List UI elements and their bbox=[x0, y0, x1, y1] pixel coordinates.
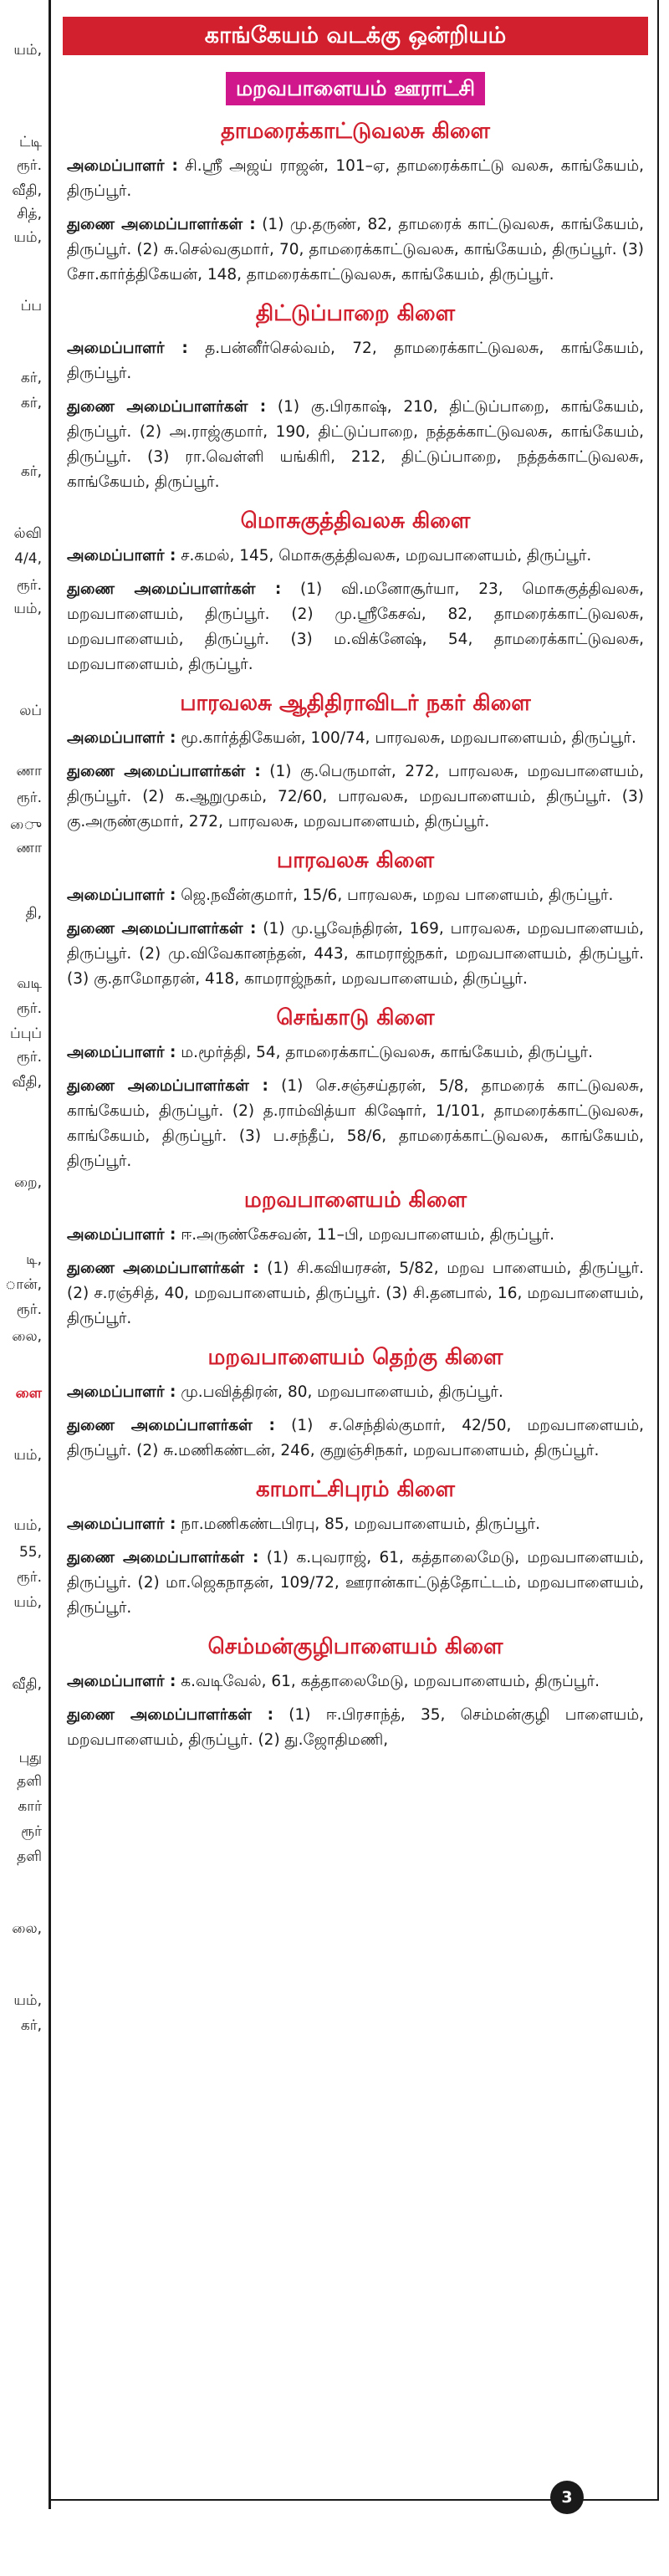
assistant-organizers-label: துணை அமைப்பாளர்கள் : bbox=[67, 1417, 275, 1434]
organizer-paragraph bbox=[67, 1040, 644, 1066]
branch-title: பாரவலசு கிளை bbox=[276, 848, 435, 873]
organizer-label: அமைப்பாளர் : bbox=[67, 157, 178, 175]
left-column-fragment: ப்ப bbox=[20, 298, 42, 314]
organizer-label: அமைப்பாளர் : bbox=[67, 1383, 176, 1401]
branch-title: பாரவலசு ஆதிதிராவிடர் நகர் கிளை bbox=[180, 691, 531, 716]
organizer-paragraph bbox=[67, 336, 644, 386]
left-column-fragment: ுை bbox=[10, 816, 42, 833]
assistant-organizers-label: துணை அமைப்பாளர்கள் : bbox=[67, 1706, 274, 1724]
organizer-paragraph bbox=[67, 1512, 644, 1537]
left-column-fragment: ணா bbox=[16, 763, 42, 779]
left-column-fragment: ப்புப் bbox=[10, 1025, 42, 1042]
branch-block bbox=[67, 299, 644, 495]
left-column-fragment: தளி bbox=[17, 1773, 42, 1790]
organizer-text: ஜெ.நவீன்குமார், 15/6, பாரவலசு, மறவ பாளையம், திருப்பூர். bbox=[176, 887, 614, 904]
left-column-fragment: கர், bbox=[20, 2017, 42, 2034]
assistant-organizers-label: துணை அமைப்பாளர்கள் : bbox=[67, 1260, 259, 1277]
assistant-organizers-label: துணை அமைப்பாளர்கள் : bbox=[67, 580, 282, 598]
branch-title: செங்காடு கிளை bbox=[276, 1005, 435, 1030]
left-column-fragment: யம், bbox=[13, 1517, 42, 1534]
left-column-fragment: யம், bbox=[13, 1447, 42, 1464]
left-column-fragment: சித், bbox=[17, 206, 42, 222]
assistant-organizers-label: துணை அமைப்பாளர்கள் : bbox=[67, 216, 256, 233]
branch-block bbox=[67, 846, 644, 992]
assistant-organizers-text: (1) கு.பெருமாள், 272, பாரவலசு, மறவபாளையம், திருப்பூர். (2) க.ஆறுமுகம், 72/60, பாரவலசு, மறவபாளையம், திருப்பூர். (3) கு.அருண்குமார், 272, பாரவலசு, மறவபாளையம், திருப்பூர். bbox=[67, 763, 644, 831]
branch-title: செம்மன்குழிபாளையம் கிளை bbox=[207, 1634, 503, 1659]
left-column-fragment: ட்டி bbox=[18, 134, 42, 151]
left-column-fragment: வீதி, bbox=[12, 1074, 42, 1091]
left-column-fragment: யம், bbox=[13, 1992, 42, 2009]
organizer-label: அமைப்பாளர் : bbox=[67, 547, 176, 565]
left-column-fragment: ரூர். bbox=[16, 1049, 42, 1066]
left-column-fragment: ரூர் bbox=[21, 1823, 42, 1840]
left-column-fragment: ளை bbox=[15, 1385, 42, 1402]
assistant-organizers-text: (1) செ.சஞ்சய்தரன், 5/8, தாமரைக் காட்டுவலசு, காங்கேயம், திருப்பூர். (2) த.ராம்வித்யா கிஷோர், 1/101, தாமரைக்காட்டுவலசு, காங்கேயம், திருப்பூர். (3) ப.சந்தீப், 58/6, தாமரைக்காட்டுவலசு, காங்கேயம், திருப்பூர். bbox=[67, 1077, 644, 1170]
organizer-paragraph bbox=[67, 1669, 644, 1694]
assistant-organizers-text: (1) வி.மனோசூர்யா, 23, மொசுகுத்திவலசு, மறவபாளையம், திருப்பூர். (2) மு.ஸ்ரீகேசவ், 82, தாமரைக்காட்டுவலசு, மறவபாளையம், திருப்பூர். (3) ம.விக்னேஷ், 54, தாமரைக்காட்டுவலசு, மறவபாளையம், திருப்பூர். bbox=[67, 580, 644, 673]
left-column-fragment: கர், bbox=[20, 463, 42, 480]
left-column-fragment: ரூர். bbox=[16, 790, 42, 806]
left-column-fragment: ரூர். bbox=[16, 157, 42, 174]
organizer-label: அமைப்பாளர் : bbox=[67, 1515, 176, 1533]
assistant-organizers-text: (1) ஈ.பிரசாந்த், 35, செம்மன்குழி பாளையம், மறவபாளையம், திருப்பூர். (2) து.ஜோதிமணி, bbox=[67, 1706, 644, 1749]
branch-title: தாமரைக்காட்டுவலசு கிளை bbox=[220, 119, 491, 144]
assistant-organizers-label: துணை அமைப்பாளர்கள் : bbox=[67, 920, 257, 938]
assistant-organizers-paragraph bbox=[67, 395, 644, 495]
organizer-paragraph bbox=[67, 1223, 644, 1248]
branch-title: மறவபாளையம் தெற்கு கிளை bbox=[207, 1345, 503, 1370]
left-column-fragment: றை, bbox=[13, 1174, 42, 1191]
branch-title: மொசுகுத்திவலசு கிளை bbox=[240, 509, 471, 534]
union-banner: காங்கேயம் வடக்கு ஒன்றியம் bbox=[63, 17, 648, 55]
assistant-organizers-paragraph bbox=[67, 1256, 644, 1331]
left-column-fragment: கார் bbox=[18, 1798, 42, 1815]
organizer-text: க.வடிவேல், 61, கத்தாலைமேடு, மறவபாளையம், திருப்பூர். bbox=[176, 1673, 600, 1690]
branch-title: திட்டுப்பாறை கிளை bbox=[255, 301, 456, 326]
organizer-paragraph bbox=[67, 544, 644, 569]
left-column-fragment: வீதி, bbox=[12, 1676, 42, 1693]
branch-block bbox=[67, 117, 644, 288]
left-column-fragment: ான், bbox=[5, 1276, 42, 1293]
column-divider bbox=[49, 0, 51, 2509]
branch-block bbox=[67, 1475, 644, 1621]
assistant-organizers-text: (1) கு.பிரகாஷ், 210, திட்டுப்பாறை, காங்கேயம், திருப்பூர். (2) அ.ராஜ்குமார், 190, திட்டுப்பாறை, நத்தக்காட்டுவலசு, காங்கேயம், திருப்பூர். (3) ரா.வெள்ளி யங்கிரி, 212, திட்டுப்பாறை, நத்தக்காட்டுவலசு, காங்கேயம், திருப்பூர். bbox=[67, 398, 644, 491]
assistant-organizers-label: துணை அமைப்பாளர்கள் : bbox=[67, 763, 261, 780]
assistant-organizers-text: (1) ச.செந்தில்குமார், 42/50, மறவபாளையம், திருப்பூர். (2) சு.மணிகண்டன், 246, குறுஞ்சிநகர், மறவபாளையம், திருப்பூர். bbox=[67, 1417, 644, 1459]
page-number-badge: 3 bbox=[550, 2481, 584, 2514]
organizer-text: மு.பவித்திரன், 80, மறவபாளையம், திருப்பூர். bbox=[176, 1383, 503, 1401]
branch-list bbox=[67, 117, 644, 1753]
assistant-organizers-paragraph bbox=[67, 1074, 644, 1174]
left-column-fragment: யம், bbox=[13, 601, 42, 617]
assistant-organizers-paragraph bbox=[67, 1703, 644, 1753]
organizer-text: ம.மூர்த்தி, 54, தாமரைக்காட்டுவலசு, காங்கேயம், திருப்பூர். bbox=[176, 1044, 594, 1061]
organizer-paragraph bbox=[67, 726, 644, 751]
assistant-organizers-paragraph bbox=[67, 577, 644, 677]
left-column-fragment: யம், bbox=[13, 42, 42, 59]
organizer-label: அமைப்பாளர் : bbox=[67, 1673, 176, 1690]
branch-block bbox=[67, 1186, 644, 1331]
left-column-fragment: லப் bbox=[19, 703, 42, 719]
left-column-fragment: ரூர். bbox=[16, 577, 42, 594]
organizer-label: அமைப்பாளர் : bbox=[67, 887, 176, 904]
organizer-label: அமைப்பாளர் : bbox=[67, 340, 188, 357]
organizer-label: அமைப்பாளர் : bbox=[67, 729, 176, 747]
assistant-organizers-text: (1) சி.கவியரசன், 5/82, மறவ பாளையம், திருப்பூர். (2) ச.ரஞ்சித், 40, மறவபாளையம், திருப்பூர். (3) சி.தனபால், 16, மறவபாளையம், திருப்பூர். bbox=[67, 1260, 644, 1327]
assistant-organizers-paragraph bbox=[67, 1413, 644, 1464]
assistant-organizers-paragraph bbox=[67, 1546, 644, 1621]
left-column-fragment: கர், bbox=[20, 395, 42, 411]
left-column-fragment: 55, bbox=[18, 1544, 42, 1561]
assistant-organizers-label: துணை அமைப்பாளர்கள் : bbox=[67, 1549, 259, 1567]
left-column-fragment: யம், bbox=[13, 1594, 42, 1611]
organizer-text: சி.ஸ்ரீ அஜய் ராஜன், 101–ஏ, தாமரைக்காட்டு வலசு, காங்கேயம், திருப்பூர். bbox=[67, 157, 644, 200]
assistant-organizers-paragraph bbox=[67, 212, 644, 288]
left-column-fragment: 4/4, bbox=[14, 550, 42, 567]
left-column-fragment: புது bbox=[18, 1750, 42, 1766]
right-border-rule bbox=[657, 0, 659, 2501]
organizer-paragraph bbox=[67, 154, 644, 204]
left-column-fragment: ல்வி bbox=[13, 525, 42, 542]
assistant-organizers-text: (1) மு.பூவேந்திரன், 169, பாரவலசு, மறவபாளையம், திருப்பூர். (2) மு.விவேகானந்தன், 443, காமராஜ்நகர், மறவபாளையம், திருப்பூர். (3) கு.தாமோதரன், 418, காமராஜ்நகர், மறவபாளையம், திருப்பூர். bbox=[67, 920, 644, 988]
branch-title: மறவபாளையம் கிளை bbox=[243, 1188, 467, 1213]
left-column-fragment: ரூர். bbox=[16, 1569, 42, 1586]
panchayat-heading: மறவபாளையம் ஊராட்சி bbox=[226, 72, 485, 105]
left-column-fragment: தளி bbox=[17, 1848, 42, 1865]
assistant-organizers-paragraph bbox=[67, 759, 644, 835]
branch-block bbox=[67, 507, 644, 677]
organizer-label: அமைப்பாளர் : bbox=[67, 1226, 176, 1244]
left-column-fragment: லை, bbox=[12, 1328, 42, 1345]
left-column-fragment: லை, bbox=[12, 1920, 42, 1937]
organizer-label: அமைப்பாளர் : bbox=[67, 1044, 176, 1061]
assistant-organizers-label: துணை அமைப்பாளர்கள் : bbox=[67, 1077, 268, 1095]
organizer-paragraph bbox=[67, 883, 644, 908]
assistant-organizers-label: துணை அமைப்பாளர்கள் : bbox=[67, 398, 267, 416]
assistant-organizers-text: (1) மு.தருண், 82, தாமரைக் காட்டுவலசு, காங்கேயம், திருப்பூர். (2) சு.செல்வகுமார், 70, தாமரைக்காட்டுவலசு, காங்கேயம், திருப்பூர். (3) சோ.கார்த்திகேயன், 148, தாமரைக்காட்டுவலசு, காங்கேயம், திருப்பூர். bbox=[67, 216, 644, 284]
organizer-text: மூ.கார்த்திகேயன், 100/74, பாரவலசு, மறவபாளையம், திருப்பூர். bbox=[176, 729, 636, 747]
organizer-text: ச.கமல், 145, மொசுகுத்திவலசு, மறவபாளையம், திருப்பூர். bbox=[176, 547, 592, 565]
left-column-fragment: ணா bbox=[16, 840, 42, 856]
assistant-organizers-text: (1) க.புவராஜ், 61, கத்தாலைமேடு, மறவபாளையம், திருப்பூர். (2) மா.ஜெகநாதன், 109/72, ஊரான்காட்டுத்தோட்டம், மறவபாளையம், திருப்பூர். bbox=[67, 1549, 644, 1617]
branch-block bbox=[67, 1633, 644, 1753]
organizer-paragraph bbox=[67, 1380, 644, 1405]
organizer-text: நா.மணிகண்டபிரபு, 85, மறவபாளையம், திருப்பூர். bbox=[176, 1515, 541, 1533]
left-column-fragment: கர், bbox=[20, 370, 42, 386]
organizer-text: த.பன்னீர்செல்வம், 72, தாமரைக்காட்டுவலசு, காங்கேயம், திருப்பூர். bbox=[67, 340, 644, 382]
left-column-fragment: ரூர். bbox=[16, 1301, 42, 1318]
branch-title: காமாட்சிபுரம் கிளை bbox=[256, 1477, 455, 1502]
left-column-fragment: டி, bbox=[26, 1251, 42, 1268]
left-column-fragments bbox=[0, 0, 49, 2509]
assistant-organizers-paragraph bbox=[67, 917, 644, 992]
organizer-text: ஈ.அருண்கேசவன், 11–பி, மறவபாளையம், திருப்பூர். bbox=[176, 1226, 555, 1244]
left-column-fragment: யம், bbox=[13, 229, 42, 246]
branch-block bbox=[67, 1004, 644, 1174]
branch-block bbox=[67, 1343, 644, 1464]
main-column bbox=[67, 17, 644, 1761]
branch-block bbox=[67, 689, 644, 835]
left-column-fragment: வடி bbox=[17, 975, 42, 992]
left-column-fragment: ரூர். bbox=[16, 1000, 42, 1017]
left-column-fragment: தி, bbox=[25, 905, 42, 922]
panchayat-heading-wrap bbox=[67, 72, 644, 105]
left-column-fragment: வீதி, bbox=[12, 182, 42, 199]
